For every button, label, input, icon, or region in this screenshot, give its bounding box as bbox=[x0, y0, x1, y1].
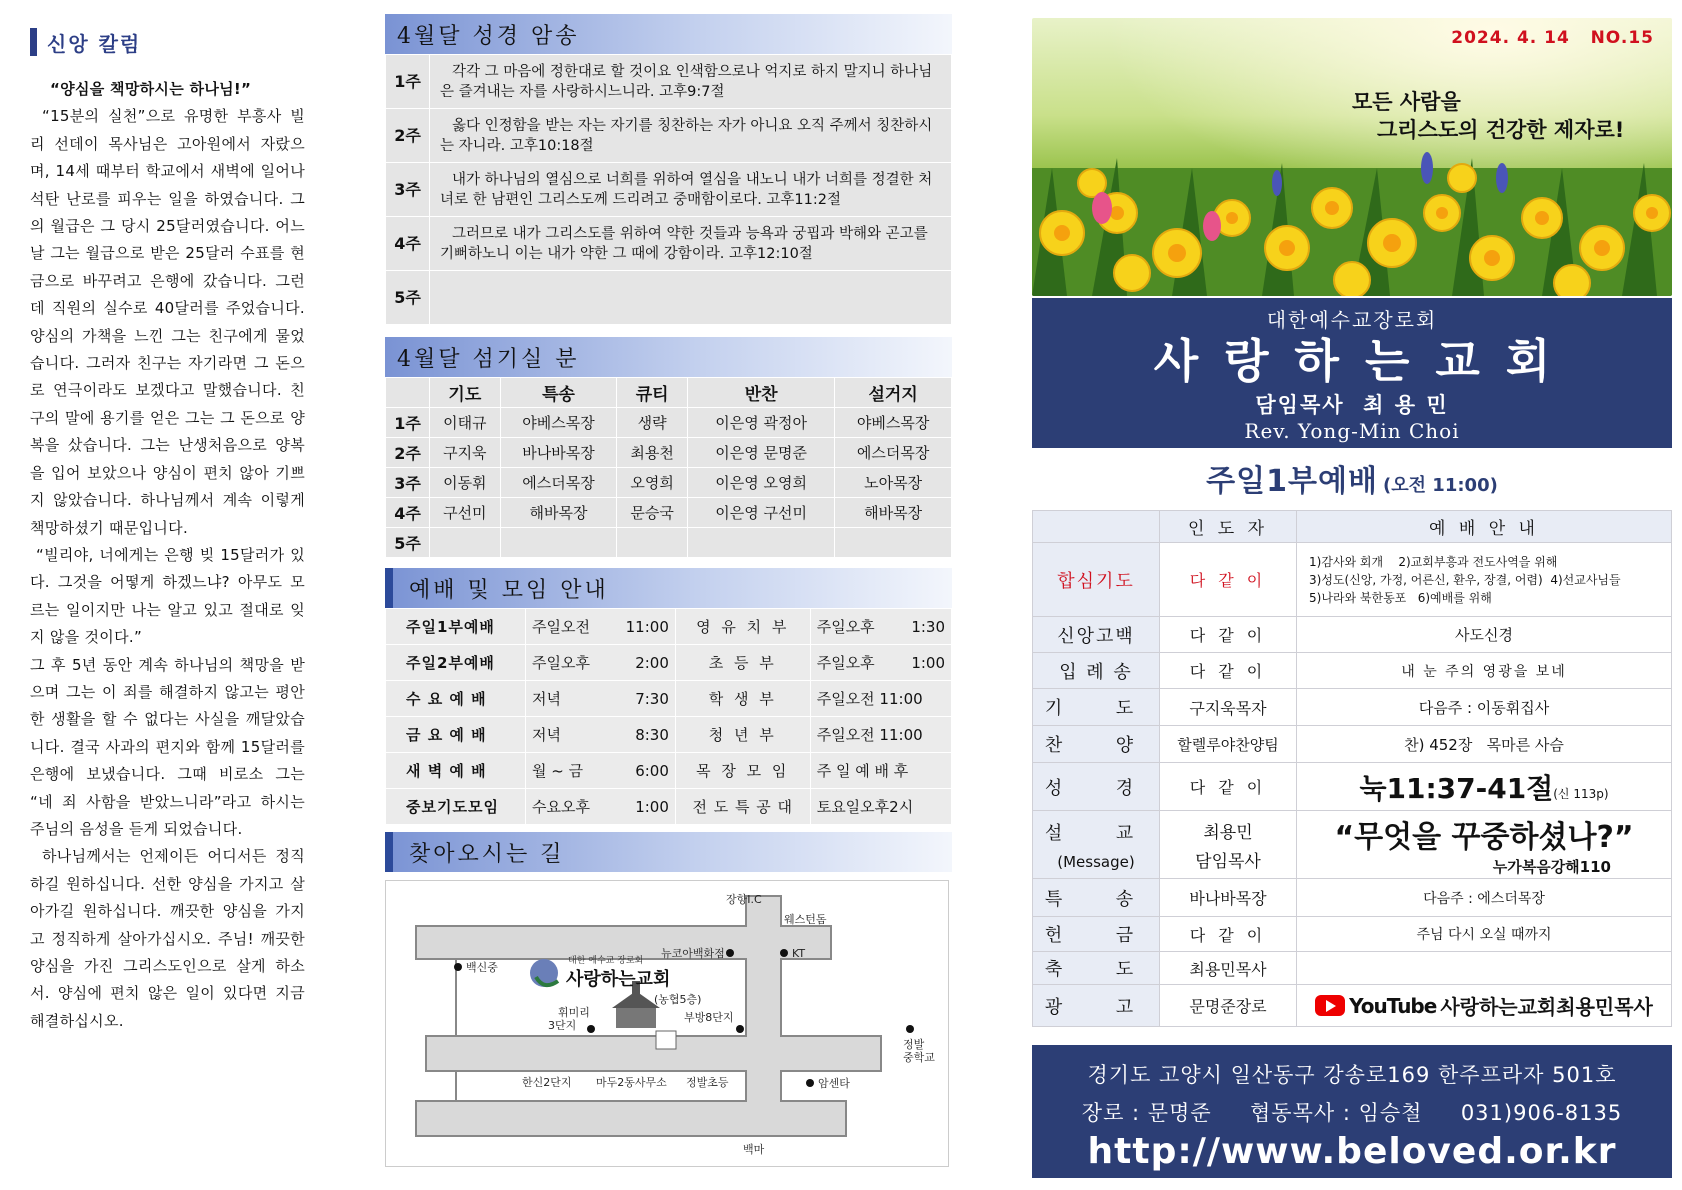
cell bbox=[687, 528, 834, 558]
order-detail bbox=[1297, 543, 1672, 617]
table-row bbox=[1033, 985, 1672, 1027]
service-time: (오전 11:00) bbox=[1383, 475, 1498, 496]
col-header: 설거지 bbox=[835, 378, 952, 408]
issue-info bbox=[1451, 28, 1654, 48]
table-row bbox=[1033, 952, 1672, 985]
order-label: 축 도 bbox=[1033, 952, 1160, 985]
map-logo-name: 사랑하는교회 bbox=[566, 969, 671, 990]
column-header bbox=[30, 20, 305, 64]
cell: 3주 bbox=[386, 468, 430, 498]
week-label: 1주 bbox=[386, 55, 430, 109]
website-link[interactable]: http://www.beloved.or.kr bbox=[1087, 1131, 1617, 1172]
order-label: 특 송 bbox=[1033, 879, 1160, 917]
map-label: 중학교 bbox=[903, 1051, 935, 1064]
cell: 이은영 곽정아 bbox=[687, 408, 834, 438]
pastor-english: Rev. Yong-Min Choi bbox=[1244, 419, 1460, 443]
order-leader: 다 같 이 bbox=[1160, 763, 1297, 811]
order-leader: 다 같 이 bbox=[1160, 917, 1297, 952]
cell: 금 요 예 배 bbox=[386, 717, 526, 753]
prayer-note: 3)성도(신앙, 가정, 어른신, 환우, 장결, 어렴) 4)선교사님들 bbox=[1309, 572, 1621, 587]
service-table bbox=[385, 377, 952, 558]
map-label: 뉴코아백화점 bbox=[661, 947, 725, 960]
verses-table bbox=[385, 54, 952, 325]
table-row bbox=[1033, 617, 1672, 653]
table-row bbox=[386, 438, 952, 468]
week-label: 5주 bbox=[386, 271, 430, 325]
col-header: 예 배 안 내 bbox=[1297, 511, 1672, 543]
order-detail: 다음주 : 이동휘집사 bbox=[1297, 689, 1672, 726]
preacher-title: 담임목사 bbox=[1195, 851, 1261, 872]
map-label: 부방8단지 bbox=[684, 1011, 734, 1024]
table-row bbox=[1033, 543, 1672, 617]
table-row bbox=[386, 681, 952, 717]
cell bbox=[617, 528, 688, 558]
col-header: 특송 bbox=[500, 378, 617, 408]
prayer-note: 1)감사와 회개 2)교회부흥과 전도사역을 위해 bbox=[1309, 554, 1558, 569]
col-header: 인 도 자 bbox=[1160, 511, 1297, 543]
sermon-series: 누가복음강해110 bbox=[1492, 858, 1611, 876]
map-dot-icon bbox=[906, 1025, 914, 1033]
sermon-label: 설 교 bbox=[1044, 822, 1148, 844]
col-header: 기도 bbox=[430, 378, 501, 408]
location-map bbox=[385, 880, 949, 1167]
sermon-sub: (Message) bbox=[1057, 852, 1135, 871]
map-label: 웨스턴돔 bbox=[784, 913, 827, 926]
table-row bbox=[386, 645, 952, 681]
verse-text: 각각 그 마음에 정한대로 할 것이요 인색함으로나 억지로 하지 말지니 하나님은 즐겨내는 자를 사랑하시느니라. 고후9:7절 bbox=[430, 55, 952, 109]
crosswalk-icon bbox=[656, 1031, 676, 1049]
cell: 주일오후 bbox=[810, 645, 895, 681]
cell: 2:00 bbox=[609, 645, 675, 681]
cell: 생략 bbox=[617, 408, 688, 438]
column-header-bar bbox=[30, 28, 37, 56]
pastor-name: 담임목사 최 용 민 bbox=[1255, 393, 1449, 417]
cell: 이태규 bbox=[430, 408, 501, 438]
map-label: 휘미리 bbox=[558, 1006, 590, 1019]
cell: 청 년 부 bbox=[675, 717, 810, 753]
cell: 해바목장 bbox=[500, 498, 617, 528]
verse-text: 내가 하나님의 열심으로 너희를 위하여 열심을 내노니 내가 너희를 정결한 처녀로 한 남편인 그리스도께 드리려고 중매함이로다. 고후11:2절 bbox=[430, 163, 952, 217]
church-logo-icon bbox=[530, 959, 558, 987]
column-paragraph: 그 후 5년 동안 계속 하나님의 책망을 받으며 그는 이 죄를 해결하지 않고는 평안한 생활을 할 수 없다는 사실을 깨달았습니다. 결국 사과의 편지와 함께 15달러를 은행에 보냈습니다. 그때 비로소 그는 “네 죄 사함을 받았느니라”라고 하시는 주님의 음성을 듣게 되었습니다. bbox=[30, 655, 305, 838]
order-leader: 최용민목사 bbox=[1160, 952, 1297, 985]
order-leader: 다 같 이 bbox=[1160, 653, 1297, 689]
order-detail: 주님 다시 오실 때까지 bbox=[1297, 917, 1672, 952]
col-header: 반찬 bbox=[687, 378, 834, 408]
verse-text: 그러므로 내가 그리스도를 위하여 약한 것들과 능욕과 궁핍과 박해와 곤고를 기뻐하노니 이는 내가 약한 그 때에 강함이라. 고후12:10절 bbox=[430, 217, 952, 271]
cell: 11:00 bbox=[609, 609, 675, 645]
cell: 주일오전 11:00 bbox=[810, 681, 951, 717]
col-header bbox=[386, 378, 430, 408]
order-leader: 문명준장로 bbox=[1160, 985, 1297, 1027]
table-row bbox=[1033, 811, 1672, 879]
map-label: 장항I.C bbox=[726, 893, 762, 906]
cell: 수 요 예 배 bbox=[386, 681, 526, 717]
order-leader: 바나바목장 bbox=[1160, 879, 1297, 917]
cell: 주일오전 11:00 bbox=[810, 717, 951, 753]
week-label: 2주 bbox=[386, 109, 430, 163]
church-name: 사랑하는교회 bbox=[1153, 334, 1577, 388]
meetings-table bbox=[385, 608, 952, 825]
table-row bbox=[1033, 689, 1672, 726]
cell: 1주 bbox=[386, 408, 430, 438]
service-header: 4월달 섬기실 분 bbox=[385, 337, 952, 377]
service-section bbox=[385, 337, 952, 558]
cell: 7:30 bbox=[609, 681, 675, 717]
order-leader: 할렐루야찬양팀 bbox=[1160, 726, 1297, 763]
map-label: 한신2단지 bbox=[522, 1076, 572, 1089]
cell: 영 유 치 부 bbox=[675, 609, 810, 645]
order-detail: 다음주 : 에스더목장 bbox=[1297, 879, 1672, 917]
order-label bbox=[1033, 811, 1160, 879]
order-detail: 내 눈 주의 영광을 보네 bbox=[1297, 653, 1672, 689]
cell: 1:00 bbox=[896, 645, 952, 681]
order-label: 입 례 송 bbox=[1033, 653, 1160, 689]
table-row bbox=[1033, 879, 1672, 917]
cell: 주일2부예배 bbox=[386, 645, 526, 681]
cell bbox=[500, 528, 617, 558]
column-paragraph: “15분의 실천”으로 유명한 부흥사 빌리 선데이 목사님은 고아원에서 자랐으며, 14세 때부터 학교에서 새벽에 일어나 석탄 난로를 피우는 일을 하였습니다. 그의 월급은 그 당시 25달러였습니다. 어느 날 그는 월급으로 받은 25달러 수표를 현금으로 바꾸려고 은행에 갔습니다. 그런데 직원의 실수로 40달러를 주었습니다. 양심의 가책을 느낀 그는 친구에게 물었습니다. 그러자 친구는 자기라면 그 돈으로 연극이라도 보겠다고 말했습니다. 친구의 말에 용기를 얻은 그는 그 돈으로 양복을 샀습니다. 그는 난생처음으로 양복을 입어 보았으나 양심이 편치 않아 기쁘지 않았습니다. 하나님께서 계속 이렇게 책망하셨기 때문입니다. bbox=[30, 107, 305, 537]
table-row bbox=[386, 468, 952, 498]
service-title bbox=[1032, 456, 1672, 500]
order-leader: 다 같 이 bbox=[1160, 617, 1297, 653]
bible-reference: 눅11:37-41절 bbox=[1359, 771, 1554, 805]
map-label: 정발초등 bbox=[686, 1076, 729, 1089]
cell: 주일1부예배 bbox=[386, 609, 526, 645]
cell: 중보기도모임 bbox=[386, 789, 526, 825]
cell: 문승국 bbox=[617, 498, 688, 528]
verse-text: 옳다 인정함을 받는 자는 자기를 칭찬하는 자가 아니요 오직 주께서 칭찬하시는 자니라. 고후10:18절 bbox=[430, 109, 952, 163]
cell: 주일오후 bbox=[810, 609, 895, 645]
church-address: 경기도 고양시 일산동구 강송로169 한주프라자 501호 bbox=[1087, 1063, 1617, 1087]
map-label: 마두2동사무소 bbox=[596, 1076, 667, 1089]
table-header-row bbox=[1033, 511, 1672, 543]
table-row bbox=[386, 609, 952, 645]
cell: 학 생 부 bbox=[675, 681, 810, 717]
cell: 이은영 구선미 bbox=[687, 498, 834, 528]
daffodil-field-image bbox=[1032, 18, 1672, 296]
cell: 1:30 bbox=[896, 609, 952, 645]
map-label: 3단지 bbox=[548, 1019, 577, 1032]
column-title: “양심을 책망하시는 하나님!” bbox=[50, 80, 252, 98]
table-row bbox=[386, 498, 952, 528]
cell: 구선미 bbox=[430, 498, 501, 528]
map-label: (농협5층) bbox=[654, 993, 702, 1006]
youtube-play-icon bbox=[1315, 995, 1345, 1016]
cell: 1:00 bbox=[609, 789, 675, 825]
cell: 야베스목장 bbox=[835, 408, 952, 438]
church-banner bbox=[1032, 298, 1672, 448]
cell: 최용천 bbox=[617, 438, 688, 468]
cell: 에스더목장 bbox=[835, 438, 952, 468]
table-row bbox=[386, 408, 952, 438]
order-leader bbox=[1160, 811, 1297, 879]
youtube-link[interactable] bbox=[1297, 985, 1672, 1027]
table-row bbox=[1033, 726, 1672, 763]
order-leader: 구지욱목자 bbox=[1160, 689, 1297, 726]
table-row bbox=[386, 789, 952, 825]
cell: 5주 bbox=[386, 528, 430, 558]
week-label: 3주 bbox=[386, 163, 430, 217]
cell: 수요오후 bbox=[526, 789, 610, 825]
cell: 4주 bbox=[386, 498, 430, 528]
map-dot-icon bbox=[736, 1025, 744, 1033]
table-row bbox=[1033, 917, 1672, 952]
map-logo-small: 대한 예수교 장로회 bbox=[568, 956, 644, 966]
youtube-logo-text: YouTube bbox=[1349, 993, 1437, 1018]
denomination: 대한예수교장로회 bbox=[1266, 308, 1438, 332]
order-detail bbox=[1297, 763, 1672, 811]
map-drawing bbox=[386, 881, 948, 1166]
order-label: 헌 금 bbox=[1033, 917, 1160, 952]
map-label: 백신중 bbox=[466, 961, 498, 974]
table-row bbox=[386, 717, 952, 753]
column-paragraph: “빌리야, 너에게는 은행 빚 15달러가 있다. 그것을 어떻게 하겠느냐? 아무도 모르는 일이지만 나는 알고 있고 절대로 잊지 않을 것이다.” bbox=[30, 545, 305, 647]
preacher-name: 최용민 bbox=[1203, 822, 1253, 843]
order-label: 찬 양 bbox=[1033, 726, 1160, 763]
order-label: 합심기도 bbox=[1033, 543, 1160, 617]
faith-column bbox=[30, 20, 305, 1035]
cell: 6:00 bbox=[609, 753, 675, 789]
map-dot-icon bbox=[587, 1025, 595, 1033]
map-label: 백마 bbox=[743, 1143, 765, 1156]
table-row bbox=[386, 55, 952, 109]
cell: 2주 bbox=[386, 438, 430, 468]
table-row bbox=[386, 217, 952, 271]
footer bbox=[1032, 1045, 1672, 1178]
table-header-row bbox=[386, 378, 952, 408]
cell: 이은영 오영희 bbox=[687, 468, 834, 498]
table-row bbox=[1033, 653, 1672, 689]
cell: 이동휘 bbox=[430, 468, 501, 498]
cell: 구지욱 bbox=[430, 438, 501, 468]
issue-date: 2024. 4. 14 bbox=[1451, 28, 1570, 48]
map-dot-icon bbox=[726, 949, 734, 957]
prayer-note: 5)나라와 북한동포 6)예배를 위해 bbox=[1309, 590, 1492, 605]
verse-text bbox=[430, 271, 952, 325]
cell: 주일오후 bbox=[526, 645, 610, 681]
order-detail bbox=[1297, 811, 1672, 879]
order-label: 성 경 bbox=[1033, 763, 1160, 811]
cell: 해바목장 bbox=[835, 498, 952, 528]
empty-header bbox=[1033, 511, 1160, 543]
cell: 노아목장 bbox=[835, 468, 952, 498]
cell: 에스더목장 bbox=[500, 468, 617, 498]
table-row bbox=[386, 109, 952, 163]
cell: 저녁 bbox=[526, 681, 610, 717]
cell: 바나바목장 bbox=[500, 438, 617, 468]
cell: 이은영 문명준 bbox=[687, 438, 834, 468]
table-row bbox=[386, 753, 952, 789]
column-paragraph: 하나님께서는 언제이든 어디서든 정직하길 원하십니다. 선한 양심을 가지고 살아가길 원하십니다. 깨끗한 양심을 가지고 정직하게 살아가십시오. 주님! 깨끗한 양심을 가진 그리스도인으로 살게 하소서. 양심에 편치 않은 일이 있다면 지금 해결하십시오. bbox=[30, 847, 305, 1030]
order-leader: 다 같 이 bbox=[1160, 543, 1297, 617]
hero-banner bbox=[1032, 18, 1672, 296]
cell: 주 일 예 배 후 bbox=[810, 753, 951, 789]
map-header: 찾아오시는 길 bbox=[385, 832, 952, 872]
order-detail bbox=[1297, 952, 1672, 985]
order-detail: 사도신경 bbox=[1297, 617, 1672, 653]
cell: 전 도 특 공 대 bbox=[675, 789, 810, 825]
cell: 토요일오후2시 bbox=[810, 789, 951, 825]
meetings-header: 예배 및 모임 안내 bbox=[385, 568, 952, 608]
map-label: KT bbox=[792, 947, 806, 960]
cell: 야베스목장 bbox=[500, 408, 617, 438]
cell: 초 등 부 bbox=[675, 645, 810, 681]
table-row bbox=[386, 163, 952, 217]
cell: 8:30 bbox=[609, 717, 675, 753]
bible-page: (신 113p) bbox=[1553, 786, 1609, 801]
table-row bbox=[386, 271, 952, 325]
cell: 목 장 모 임 bbox=[675, 753, 810, 789]
service-name: 주일1부예배 bbox=[1206, 464, 1378, 499]
col-header: 큐티 bbox=[617, 378, 688, 408]
table-row bbox=[386, 528, 952, 558]
week-label: 4주 bbox=[386, 217, 430, 271]
slogan-line1: 모든 사람을 bbox=[1352, 90, 1461, 114]
cell: 새 벽 예 배 bbox=[386, 753, 526, 789]
staff-contact: 장로 : 문명준 협동목사 : 임승철 031)906-8135 bbox=[1081, 1101, 1623, 1125]
map-label: 정발 bbox=[903, 1038, 925, 1051]
table-row bbox=[1033, 763, 1672, 811]
cell: 저녁 bbox=[526, 717, 610, 753]
map-dot-icon bbox=[806, 1079, 814, 1087]
cell: 오영희 bbox=[617, 468, 688, 498]
order-label: 신앙고백 bbox=[1033, 617, 1160, 653]
worship-order-table bbox=[1032, 510, 1672, 1027]
verses-section bbox=[385, 14, 952, 325]
issue-number: NO.15 bbox=[1590, 28, 1654, 48]
youtube-channel: 사랑하는교회최용민목사 bbox=[1440, 995, 1653, 1019]
slogan-line2: 그리스도의 건강한 제자로! bbox=[1377, 118, 1625, 142]
meetings-section bbox=[385, 568, 952, 825]
cell bbox=[835, 528, 952, 558]
map-dot-icon bbox=[454, 963, 462, 971]
order-label: 기 도 bbox=[1033, 689, 1160, 726]
map-label: 암센타 bbox=[818, 1077, 850, 1090]
cell bbox=[430, 528, 501, 558]
map-dot-icon bbox=[780, 949, 788, 957]
sermon-title: “무엇을 꾸중하셨나?” bbox=[1334, 820, 1634, 855]
column-header-text: 신앙 칼럼 bbox=[47, 31, 142, 56]
verses-header: 4월달 성경 암송 bbox=[385, 14, 952, 54]
order-detail: 찬) 452장 목마른 사슴 bbox=[1297, 726, 1672, 763]
order-label: 광 고 bbox=[1033, 985, 1160, 1027]
cell: 월 ~ 금 bbox=[526, 753, 610, 789]
cell: 주일오전 bbox=[526, 609, 610, 645]
